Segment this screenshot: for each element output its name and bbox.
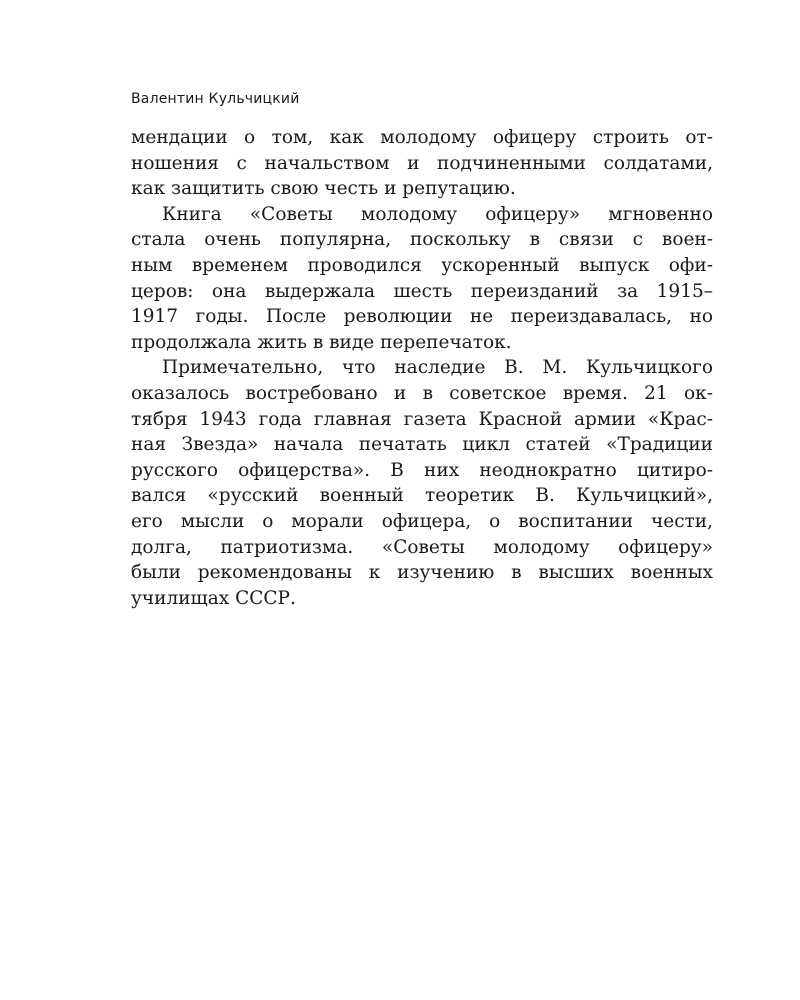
text-line: церов: она выдержала шесть переизданий за 1915– <box>131 280 713 302</box>
text-line: были рекомендованы к изучению в высших военных <box>131 562 713 584</box>
text-line: его мысли о морали офицера, о воспитании чести, <box>131 510 713 532</box>
body-text <box>131 125 713 611</box>
text-line: ная Звезда» начала печатать цикл статей «Традиции <box>131 434 713 456</box>
text-line: русского офицерства». В них неоднократно цитиро- <box>131 459 713 481</box>
text-line: стала очень популярна, поскольку в связи с воен- <box>131 229 713 251</box>
running-head: Валентин Кульчицкий <box>131 91 300 107</box>
text-line: долга, патриотизма. «Советы молодому офицеру» <box>131 536 713 558</box>
text-line: продолжала жить в виде перепечаток. <box>131 331 512 353</box>
text-line: ношения с начальством и подчиненными солдатами, <box>131 152 713 174</box>
text-line: как защитить свою честь и репутацию. <box>131 178 516 200</box>
text-line: Примечательно, что наследие В. М. Кульчицкого <box>162 357 713 379</box>
text-line: ным временем проводился ускоренный выпуск офи- <box>131 254 713 276</box>
text-line: 1917 годы. После революции не переиздавалась, но <box>131 306 713 328</box>
text-line: тября 1943 года главная газета Красной армии «Крас- <box>131 408 713 430</box>
text-line: мендации о том, как молодому офицеру строить от- <box>131 127 713 148</box>
text-line: Книга «Советы молодому офицеру» мгновенно <box>162 203 713 225</box>
text-line: оказалось востребовано и в советское время. 21 ок- <box>131 382 713 404</box>
text-line: училищах СССР. <box>131 587 296 609</box>
text-line: вался «русский военный теоретик В. Кульчицкий», <box>131 485 713 507</box>
